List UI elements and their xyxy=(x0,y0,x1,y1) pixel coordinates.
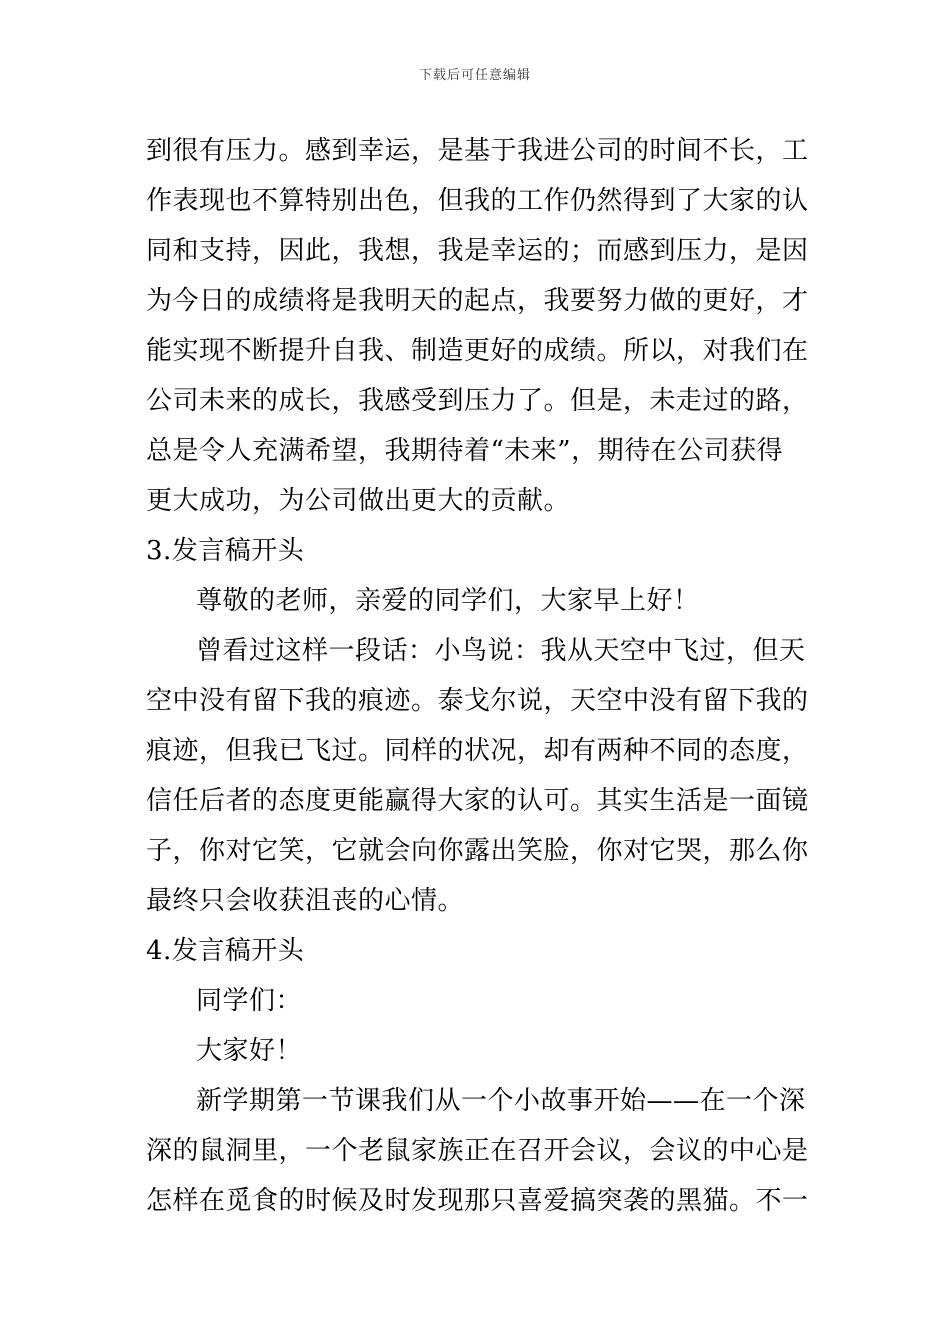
page-header-note: 下载后可任意编辑 xyxy=(418,68,531,83)
paragraph-line: 最终只会收获沮丧的心情。 xyxy=(146,886,465,916)
paragraph-line: 深的鼠洞里，一个老鼠家族正在召开会议，会议的中心是 xyxy=(146,1136,809,1166)
paragraph-line: 痕迹，但我已飞过。同样的状况，却有两种不同的态度， xyxy=(146,736,809,766)
paragraph-line: 为今日的成绩将是我明天的起点，我要努力做的更好，才 xyxy=(146,286,809,316)
paragraph-line: 作表现也不算特别出色，但我的工作仍然得到了大家的认 xyxy=(146,186,809,216)
paragraph-line: 信任后者的态度更能赢得大家的认可。其实生活是一面镜 xyxy=(146,786,809,816)
greeting-line: 尊敬的老师，亲爱的同学们，大家早上好！ xyxy=(196,586,700,616)
paragraph-line: 同和支持，因此，我想，我是幸运的；而感到压力，是因 xyxy=(146,236,809,266)
document-body xyxy=(146,126,816,1226)
paragraph-line: 公司未来的成长，我感受到压力了。但是，未走过的路， xyxy=(146,386,809,416)
section-heading: 3.发言稿开头 xyxy=(146,536,305,566)
paragraph-line: 怎样在觅食的时候及时发现那只喜爱搞突袭的黑猫。不一 xyxy=(146,1186,809,1216)
greeting-line: 大家好！ xyxy=(196,1036,303,1066)
paragraph-line: 曾看过这样一段话：小鸟说：我从天空中飞过，但天 xyxy=(196,636,806,666)
paragraph-line: 更大成功，为公司做出更大的贡献。 xyxy=(146,486,571,516)
greeting-line: 同学们： xyxy=(196,986,303,1016)
paragraph-line: 子，你对它笑，它就会向你露出笑脸，你对它哭，那么你 xyxy=(146,836,809,866)
paragraph-line: 总是令人充满希望，我期待着“未来”，期待在公司获得 xyxy=(146,436,784,466)
section-heading: 4.发言稿开头 xyxy=(146,936,305,966)
paragraph-line: 空中没有留下我的痕迹。泰戈尔说，天空中没有留下我的 xyxy=(146,686,809,716)
paragraph-line: 到很有压力。感到幸运，是基于我进公司的时间不长，工 xyxy=(146,136,809,166)
paragraph-line: 能实现不断提升自我、制造更好的成绩。所以，对我们在 xyxy=(146,336,809,366)
paragraph-line: 新学期第一节课我们从一个小故事开始——在一个深 xyxy=(196,1086,806,1116)
